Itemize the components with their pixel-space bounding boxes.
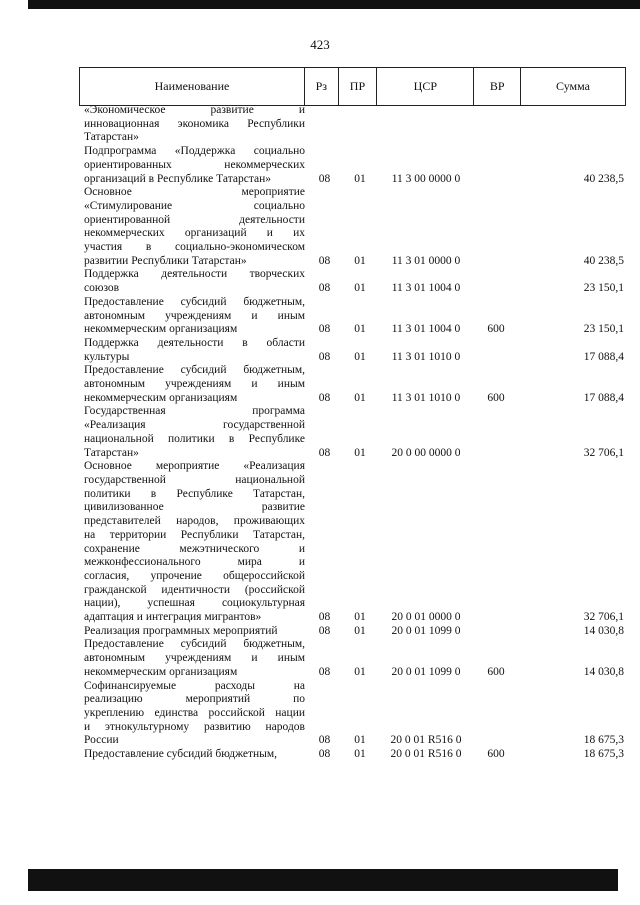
row-csr: 20 0 01 0000 0 — [391, 611, 461, 624]
header-vr: ВР — [474, 68, 521, 105]
row-vr: 600 — [487, 748, 505, 761]
row-pr: 01 — [354, 350, 366, 363]
row-csr: 20 0 01 R516 0 — [390, 748, 462, 761]
row-name-line: реализацию мероприятий по — [84, 693, 305, 706]
row-name-line: автономным учреждениям и иным — [84, 378, 305, 391]
table-row — [79, 186, 624, 268]
row-name — [79, 680, 305, 749]
row-name — [79, 364, 305, 405]
row-sum: 23 150,1 — [583, 282, 624, 295]
row-sum: 32 706,1 — [583, 446, 624, 459]
row-rz: 08 — [318, 748, 331, 761]
row-csr: 11 3 01 0000 0 — [391, 254, 461, 267]
row-name-line: Предоставление субсидий бюджетным, — [84, 638, 305, 651]
row-name-line: сохранение межэтнического и — [84, 542, 305, 555]
row-name — [79, 145, 305, 186]
row-name-line: Подпрограмма «Поддержка социально — [84, 145, 305, 158]
row-name-line: некоммерческим организациям — [84, 391, 238, 404]
row-rz: 08 — [318, 254, 331, 267]
row-name-line: Предоставление субсидий бюджетным, — [84, 295, 305, 308]
row-name-line: нации), успешная социокультурная — [84, 597, 305, 610]
row-sum: 14 030,8 — [583, 665, 624, 678]
row-sum: 18 675,3 — [583, 734, 624, 747]
row-pr: 01 — [354, 748, 366, 761]
row-csr: 20 0 01 R516 0 — [390, 734, 462, 747]
row-vr: 600 — [487, 391, 505, 404]
header-rz: Рз — [305, 68, 339, 105]
row-name-line: некоммерческим организациям — [84, 665, 238, 678]
row-csr: 20 0 01 1099 0 — [391, 665, 461, 678]
table-row — [79, 268, 624, 295]
row-csr: 20 0 01 1099 0 — [391, 624, 461, 637]
row-pr: 01 — [354, 624, 366, 637]
row-name-line: Основное мероприятие — [84, 186, 305, 199]
row-name-line: инновационная экономика Республики — [84, 117, 305, 130]
row-rz: 08 — [318, 172, 331, 185]
row-name-line: организаций в Республике Татарстан» — [84, 172, 271, 185]
row-pr: 01 — [354, 391, 366, 404]
row-name-line: цивилизованное развитие — [84, 501, 305, 514]
row-pr: 01 — [354, 282, 366, 295]
row-name-line: Софинансируемые расходы на — [84, 679, 305, 692]
row-name — [79, 748, 305, 762]
row-name-line: Поддержка деятельности творческих — [84, 268, 305, 281]
row-pr: 01 — [354, 254, 366, 267]
row-name-line: Предоставление субсидий бюджетным, — [84, 364, 305, 377]
row-name — [79, 460, 305, 624]
row-sum: 17 088,4 — [583, 350, 624, 363]
table-row — [79, 364, 624, 405]
row-name-line: Государственная программа — [84, 405, 305, 418]
row-csr: 11 3 01 1004 0 — [391, 323, 461, 336]
row-sum: 32 706,1 — [583, 611, 624, 624]
row-name-line: Татарстан» — [84, 446, 139, 459]
table-row — [79, 680, 624, 749]
row-name-line: Поддержка деятельности в области — [84, 336, 305, 349]
row-pr: 01 — [354, 172, 366, 185]
row-name-line: «Реализация государственной — [84, 419, 305, 432]
row-name — [79, 268, 305, 295]
row-name-line: политики в Республике Татарстан, — [84, 487, 305, 500]
row-rz: 08 — [318, 624, 331, 637]
row-rz: 08 — [318, 391, 331, 404]
row-name-line: национальной политики в Республике — [84, 432, 305, 445]
table-row — [79, 337, 624, 364]
row-sum: 40 238,5 — [583, 254, 624, 267]
row-name-line: культуры — [84, 350, 130, 363]
row-name — [79, 104, 305, 145]
row-sum: 17 088,4 — [583, 391, 624, 404]
row-rz: 08 — [318, 611, 331, 624]
row-csr: 20 0 00 0000 0 — [391, 446, 461, 459]
table-row — [79, 748, 624, 762]
row-name — [79, 337, 305, 364]
row-name-line: некоммерческих организаций и их — [84, 227, 305, 240]
row-name-line: Татарстан» — [84, 131, 139, 144]
row-pr: 01 — [354, 446, 366, 459]
row-name — [79, 638, 305, 679]
row-rz: 08 — [318, 734, 331, 747]
page-number: 423 — [310, 37, 330, 52]
row-name-line: гражданской идентичности (российской — [84, 583, 305, 596]
row-csr: 11 3 01 1010 0 — [391, 350, 461, 363]
row-rz: 08 — [318, 350, 331, 363]
row-name-line: России — [84, 734, 119, 747]
row-pr: 01 — [354, 734, 366, 747]
table-row — [79, 145, 624, 186]
row-name-line: развитии Республики Татарстан» — [84, 254, 247, 267]
row-name-line: союзов — [84, 282, 120, 295]
row-name-line: некоммерческим организациям — [84, 323, 238, 336]
row-rz: 08 — [318, 282, 331, 295]
row-vr: 600 — [487, 665, 505, 678]
row-name — [79, 296, 305, 337]
row-name-line: укреплению единства российской нации — [84, 706, 305, 719]
header-sum: Сумма — [555, 79, 590, 93]
row-sum: 18 675,3 — [583, 748, 624, 761]
row-name-line: Реализация программных мероприятий — [84, 624, 278, 637]
row-name-line: ориентированной деятельности — [84, 213, 305, 226]
row-csr: 11 3 01 1010 0 — [391, 391, 461, 404]
row-rz: 08 — [318, 323, 331, 336]
table-header — [79, 67, 626, 106]
scan-top-border — [28, 0, 640, 9]
row-rz: 08 — [318, 665, 331, 678]
row-name-line: Основное мероприятие «Реализация — [84, 460, 305, 473]
row-name — [79, 625, 305, 639]
row-pr: 01 — [354, 611, 366, 624]
row-pr: 01 — [354, 665, 366, 678]
row-sum: 40 238,5 — [583, 172, 624, 185]
header-name: Наименование — [80, 68, 305, 105]
row-name-line: представителей народов, проживающих — [84, 515, 305, 528]
row-sum: 14 030,8 — [583, 624, 624, 637]
row-pr: 01 — [354, 323, 366, 336]
header-pr: ПР — [339, 68, 378, 105]
row-csr: 11 3 00 0000 0 — [391, 172, 461, 185]
row-name-line: и этнокультурному развитию народов — [84, 720, 305, 733]
row-name-line: адаптация и интеграция мигрантов» — [84, 611, 262, 624]
row-name-line: межконфессионального мира и — [84, 556, 305, 569]
row-name — [79, 405, 305, 460]
row-vr: 600 — [487, 323, 505, 336]
table-row — [79, 638, 624, 679]
table-body — [79, 104, 624, 762]
row-name-line: государственной национальной — [84, 473, 305, 486]
row-name-line: «Стимулирование социально — [84, 199, 305, 212]
row-rz: 08 — [318, 446, 331, 459]
row-csr: 11 3 01 1004 0 — [391, 282, 461, 295]
row-name-line: автономным учреждениям и иным — [84, 309, 305, 322]
row-name-line: автономным учреждениям и иным — [84, 652, 305, 665]
row-name — [79, 186, 305, 268]
row-name-line: на территории Республики Татарстан, — [84, 528, 305, 541]
row-name-line: ориентированных некоммерческих — [84, 158, 305, 171]
row-name-line: участия в социально-экономическом — [84, 241, 305, 254]
table-row — [79, 460, 624, 624]
table-row — [79, 405, 624, 460]
table-row — [79, 625, 624, 639]
header-csr: ЦСР — [377, 68, 474, 105]
row-name-line: «Экономическое развитие и — [84, 104, 305, 116]
row-name-line: согласия, упрочение общероссийской — [84, 569, 305, 582]
row-sum: 23 150,1 — [583, 323, 624, 336]
table-row — [79, 296, 624, 337]
table-row — [79, 104, 624, 145]
scan-bottom-border — [28, 869, 618, 891]
row-name-line: Предоставление субсидий бюджетным, — [84, 748, 278, 761]
